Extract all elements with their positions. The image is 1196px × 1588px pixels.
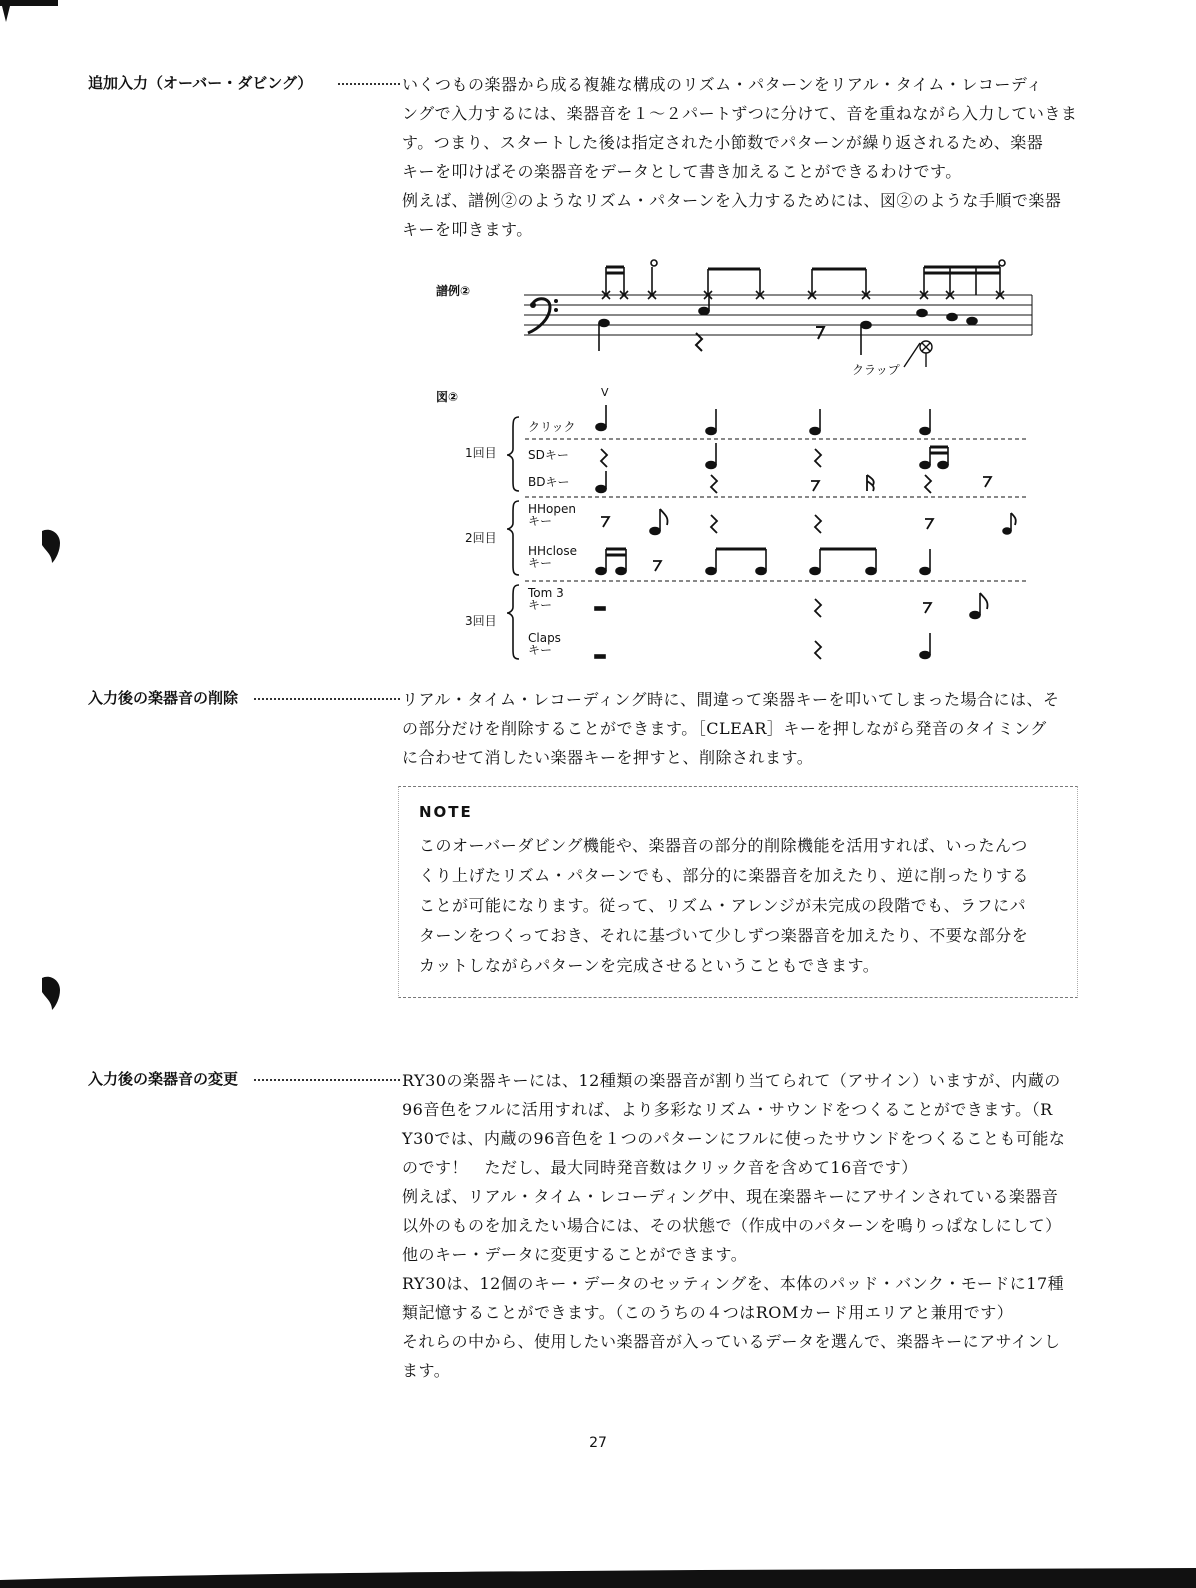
text-line: いくつもの楽器から成る複雑な構成のリズム・パターンをリアル・タイム・レコーディ xyxy=(402,75,1043,94)
leader-dots xyxy=(338,83,400,85)
change-paragraph xyxy=(402,1066,1078,1385)
note-body xyxy=(419,831,1059,981)
key-label-hhopen: HHopen キー xyxy=(528,502,576,528)
section-title-change: 入力後の楽器音の変更 xyxy=(88,1070,239,1088)
scan-bottom-edge xyxy=(0,1560,1196,1588)
text-line: ターンをつくっておき、それに基づいて少しずつ楽器音を加えたり、不要な部分を xyxy=(419,926,1029,945)
text-line: す。つまり、スタートした後は指定された小節数でパターンが繰り返されるため、楽器 xyxy=(402,133,1044,152)
text-line: 類記憶することができます。（このうちの４つはROMカード用エリアと兼用です） xyxy=(402,1303,1014,1322)
text-line: 例えば、譜例②のようなリズム・パターンを入力するためには、図②のような手順で楽器 xyxy=(402,191,1062,210)
score-example-label: 譜例② xyxy=(436,284,471,298)
score-example-staff xyxy=(520,255,1040,380)
scan-corner-mark xyxy=(0,0,60,30)
key-label-claps: Claps キー xyxy=(528,631,561,657)
text-line: の部分だけを削除することができます。［CLEAR］キーを押しながら発音のタイミング xyxy=(402,719,1047,738)
pass-label-3: 3回目 xyxy=(465,614,497,628)
figure-label: 図② xyxy=(436,390,459,404)
pass-label-1: 1回目 xyxy=(465,446,497,460)
bass-clef-icon xyxy=(528,299,558,333)
note-box xyxy=(398,786,1078,998)
key-label-bd: BDキー xyxy=(528,475,570,489)
leader-dots xyxy=(254,698,400,700)
text-line: 96音色をフルに活用すれば、より多彩なリズム・サウンドをつくることができます。（R xyxy=(402,1100,1053,1119)
text-line: のです！ ただし、最大同時発音数はクリック音を含めて16音です） xyxy=(402,1158,918,1177)
key-label-sd: SDキー xyxy=(528,448,569,462)
clap-label: クラップ xyxy=(852,363,900,377)
text-line: それらの中から、使用したい楽器音が入っているデータを選んで、楽器キーにアサインし xyxy=(402,1332,1061,1351)
leader-dots xyxy=(254,1079,400,1081)
text-line: くり上げたリズム・パターンでも、部分的に楽器音を加えたり、逆に削ったりする xyxy=(419,866,1029,885)
accent-mark: V xyxy=(601,386,609,399)
text-line: ングで入力するには、楽器音を１～２パートずつに分けて、音を重ねながら入力していきま xyxy=(402,104,1078,123)
overdub-paragraph xyxy=(402,70,1078,244)
key-label-click: クリック xyxy=(528,420,576,434)
binder-hole-mark xyxy=(36,972,66,1012)
key-label-tom3: Tom 3 キー xyxy=(528,586,564,612)
delete-paragraph xyxy=(402,685,1078,772)
text-line: カットしながらパターンを完成させるということもできます。 xyxy=(419,956,880,975)
text-line: 他のキー・データに変更することができます。 xyxy=(402,1245,748,1264)
pass-label-2: 2回目 xyxy=(465,531,497,545)
binder-hole-mark xyxy=(36,525,66,565)
section-title-overdub: 追加入力（オーバー・ダビング） xyxy=(88,74,313,92)
text-line: RY30の楽器キーには、12種類の楽器音が割り当てられて（アサイン）いますが、内蔵の xyxy=(402,1071,1061,1090)
text-line: に合わせて消したい楽器キーを押すと、削除されます。 xyxy=(402,748,814,767)
page-number: 27 xyxy=(589,1435,607,1451)
overdub-procedure-diagram xyxy=(505,405,1035,665)
text-line: 以外のものを加えたい場合には、その状態で（作成中のパターンを鳴りっぱなしにして） xyxy=(402,1216,1062,1235)
text-line: このオーバーダビング機能や、楽器音の部分的削除機能を活用すれば、いったんつ xyxy=(419,836,1028,855)
text-line: ます。 xyxy=(402,1361,451,1380)
text-line: ことが可能になります。従って、リズム・アレンジが未完成の段階でも、ラフにパ xyxy=(419,896,1027,915)
text-line: キーを叩きます。 xyxy=(402,220,533,239)
section-title-delete: 入力後の楽器音の削除 xyxy=(88,689,239,707)
text-line: 例えば、リアル・タイム・レコーディング中、現在楽器キーにアサインされている楽器音 xyxy=(402,1187,1059,1206)
text-line: Y30では、内蔵の96音色を１つのパターンにフルに使ったサウンドをつくることも可能な xyxy=(402,1129,1066,1148)
note-title: NOTE xyxy=(419,803,473,821)
text-line: リアル・タイム・レコーディング時に、間違って楽器キーを叩いてしまった場合には、そ xyxy=(402,690,1060,709)
key-label-hhclose: HHclose キー xyxy=(528,544,577,570)
text-line: RY30は、12個のキー・データのセッティングを、本体のパッド・バンク・モードに17種 xyxy=(402,1274,1065,1293)
text-line: キーを叩けばその楽器音をデータとして書き加えることができるわけです。 xyxy=(402,162,962,181)
